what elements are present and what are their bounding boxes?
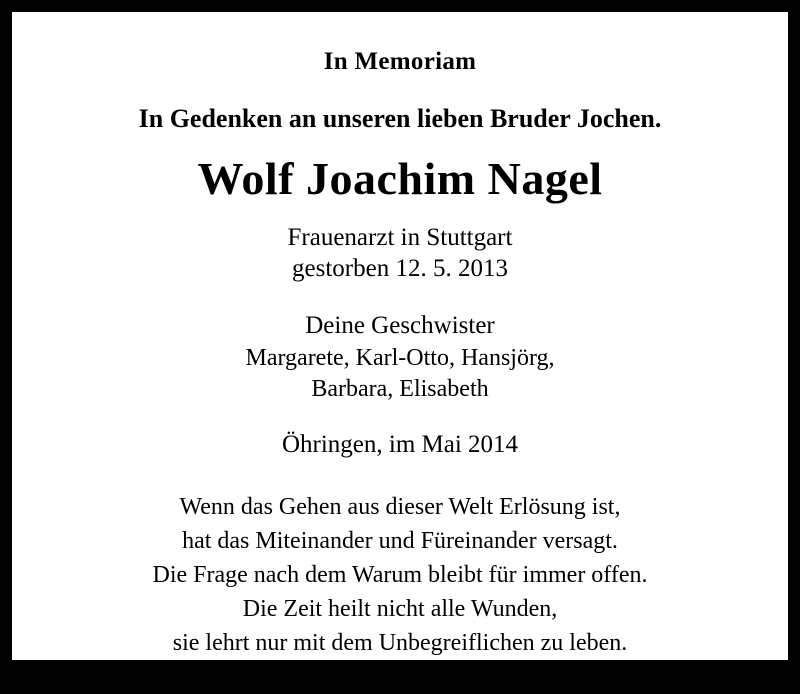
survivors-line: Margarete, Karl-Otto, Hansjörg, <box>245 344 555 371</box>
survivors-heading: Deine Geschwister <box>305 312 495 340</box>
death-date-text: gestorben 12. 5. 2013 <box>292 254 508 282</box>
poem-line: sie lehrt nur mit dem Unbegreiflichen zu leben. <box>172 629 628 656</box>
poem-line: Die Zeit heilt nicht alle Wunden, <box>242 595 558 622</box>
dedication-text: In Gedenken an unseren lieben Bruder Jochen. <box>138 103 662 133</box>
poem-line: Was bleibt sind die schönen Erinnerungen. <box>195 663 605 690</box>
obituary-content <box>12 12 788 690</box>
memoriam-heading: In Memoriam <box>323 48 477 75</box>
profession-text: Frauenarzt in Stuttgart <box>287 223 513 251</box>
place-and-date: Öhringen, im Mai 2014 <box>281 431 519 459</box>
poem-line: Die Frage nach dem Warum bleibt für immer offen. <box>152 561 648 588</box>
deceased-name: Wolf Joachim Nagel <box>197 153 603 205</box>
poem-block <box>152 490 647 694</box>
poem-line: hat das Miteinander und Füreinander versagt. <box>182 527 618 554</box>
survivors-line: Barbara, Elisabeth <box>311 375 489 402</box>
poem-line: Wenn das Gehen aus dieser Welt Erlösung ist, <box>179 493 621 520</box>
